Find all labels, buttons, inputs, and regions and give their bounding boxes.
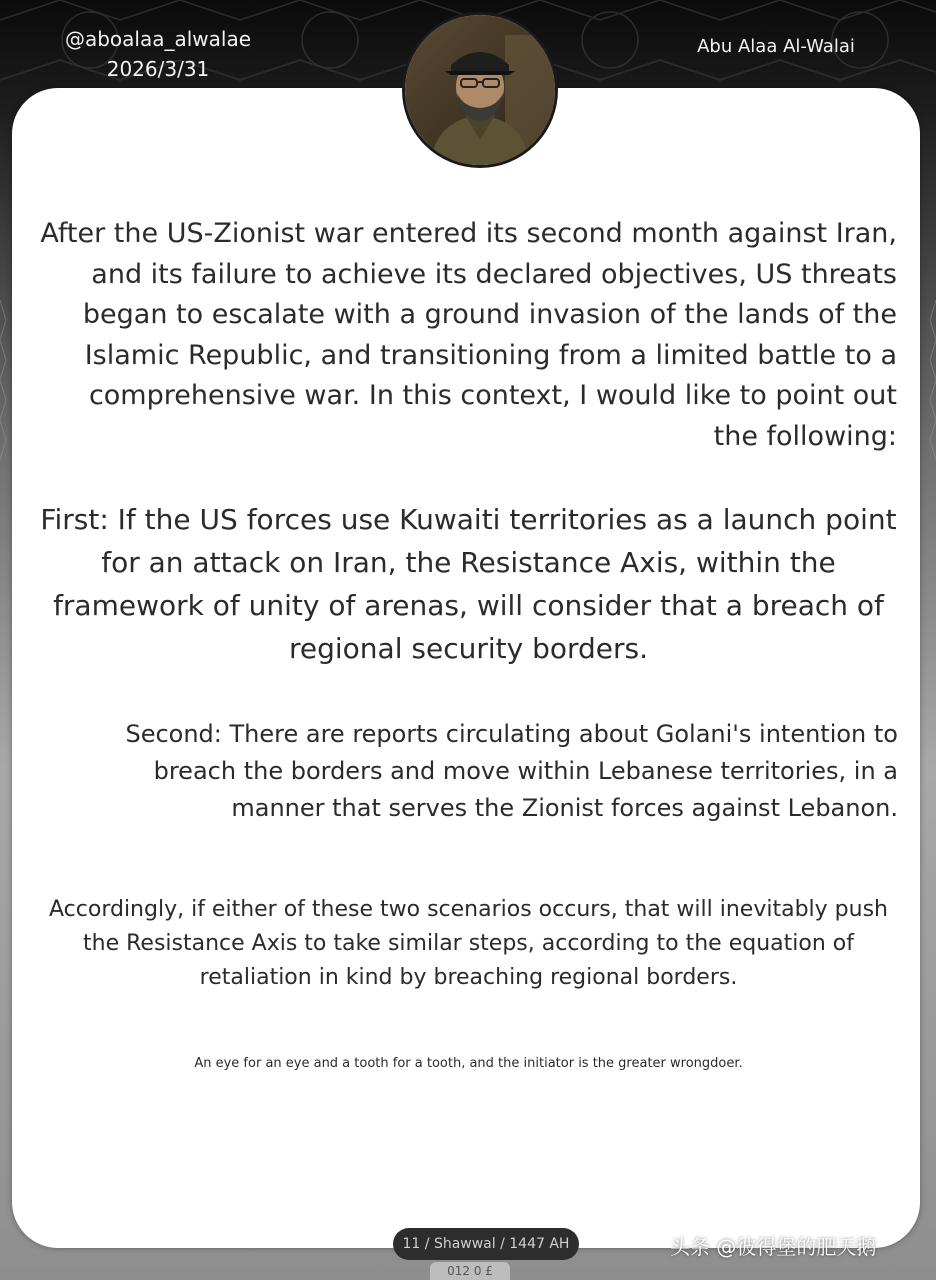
statement-closing-line: An eye for an eye and a tooth for a tooth, and the initiator is the greater wrongdoer. (194, 1056, 743, 1071)
author-name: Abu Alaa Al-Walai (697, 36, 855, 57)
watermark: 头条 @彼得堡的肥天鹅 (670, 1235, 877, 1259)
portrait-image (405, 15, 555, 165)
hijri-date-pill: 11 / Shawwal / 1447 AH (393, 1228, 579, 1260)
account-info (38, 24, 278, 84)
footer-code: 012 0 £ (430, 1262, 510, 1280)
post-date: 2026/3/31 (106, 57, 210, 81)
avatar (402, 12, 558, 168)
account-handle: @aboalaa_alwalae (64, 27, 252, 51)
statement-paragraph-intro: After the US-Zionist war entered its second month against Iran, and its failure to achieve its declared objectives, US threats began to escalate with a ground invasion of the lands of the Islamic Republic, and transitioning from a limited battle to a comprehensive war. In this context, I would like to point out the following: (40, 218, 897, 452)
statement-paragraph-conclusion: Accordingly, if either of these two scenarios occurs, that will inevitably push the Resistance Axis to take similar steps, according to the equation of retaliation in kind by breaching regional borders. (49, 897, 888, 990)
statement-paragraph-second: Second: There are reports circulating about Golani's intention to breach the borders and move within Lebanese territories, in a manner that serves the Zionist forces against Lebanon. (125, 720, 898, 822)
statement-paragraph-first: First: If the US forces use Kuwaiti territories as a launch point for an attack on Iran, the Resistance Axis, within the framework of unity of arenas, will consider that a breach of regional security borders. (40, 503, 897, 665)
